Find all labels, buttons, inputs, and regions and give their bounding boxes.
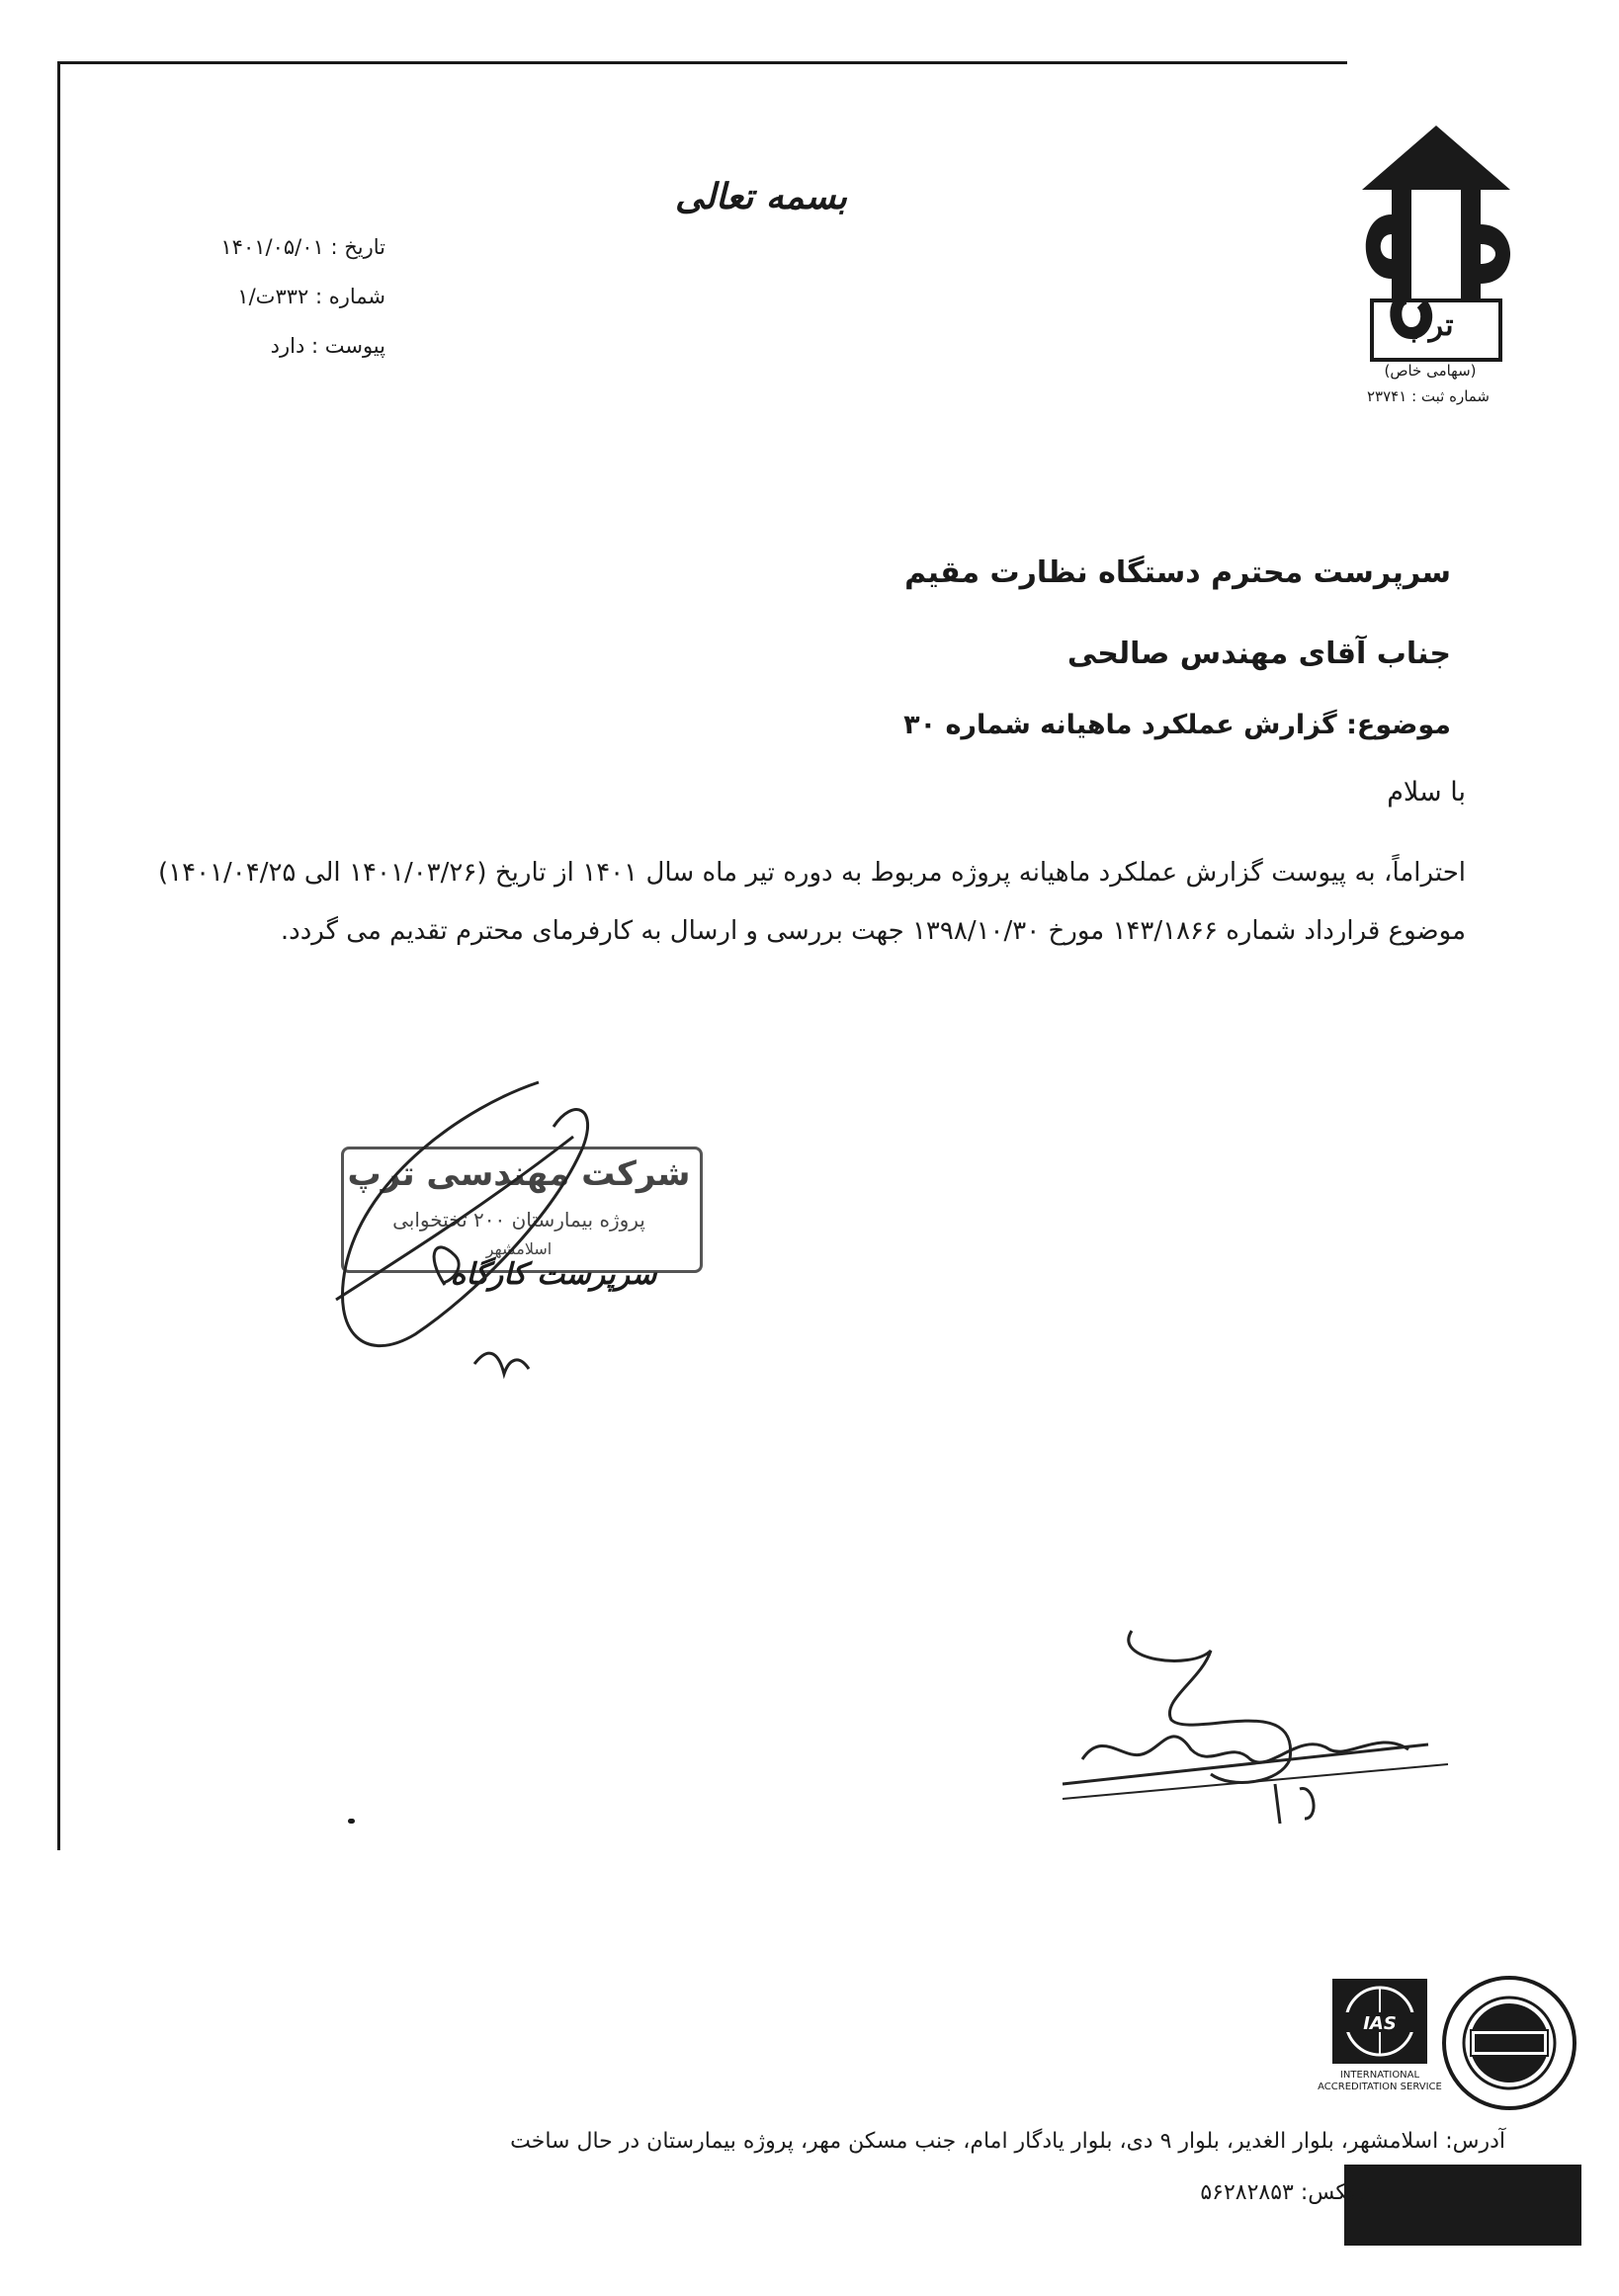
stamp-line-2: اسلامشهر [485, 1239, 553, 1258]
footer-address: آدرس: اسلامشهر، بلوار الغدیر، بلوار ۹ دی، بلوار یادگار امام، جنب مسکن مهر، پروژه بیمارستان در حال ساخت [510, 2129, 1505, 2154]
stamp-title: شرکت مهندسی ترپ [347, 1154, 691, 1194]
logo-subtitle: (سهامی خاص) [1384, 362, 1477, 380]
stamp-caption: سرپرست کارگاه [450, 1257, 657, 1292]
svg-text:IAS: IAS [1363, 2013, 1397, 2034]
letter-attachment: پیوست : دارد [270, 334, 385, 358]
letter-body: احتراماً، به پیوست گزارش عملکرد ماهیانه پروژه مربوط به دوره تیر ماه سال ۱۴۰۱ از تاریخ (۱۴۰۱/۰۳/۲۶ الی ۱۴۰۱/۰۴/۲۵) موضوع قرارداد شماره ۱۴۳/۱۸۶۶ مورخ ۱۳۹۸/۱۰/۳۰ جهت بررسی و ارسال به کارفرمای محترم تقدیم می گردد. [158, 858, 1466, 946]
frame-top-line [57, 61, 1347, 64]
certified-seal-icon [1441, 1975, 1577, 2111]
registration-number: شماره ثبت : ۲۳۷۴۱ [1367, 387, 1490, 405]
ias-logo-icon [1330, 1977, 1429, 2066]
frame-left-line [57, 61, 60, 1850]
ink-dot [348, 1819, 355, 1824]
greeting: با سلام [1387, 777, 1466, 808]
recipient-line-1: سرپرست محترم دستگاه نظارت مقیم [904, 555, 1451, 590]
signature-2-icon [1053, 1611, 1468, 1838]
letter-number: شماره : ۳۳۲ت/۱ [237, 285, 385, 308]
recipient-line-2: جناب آقای مهندس صالحی [1066, 637, 1451, 671]
letter-heading: بسمه تعالی [674, 176, 848, 217]
stamp-line-1: پروژه بیمارستان ۲۰۰ تختخوابی [392, 1208, 645, 1232]
letter-subject: موضوع: گزارش عملکرد ماهیانه شماره ۳۰ [903, 710, 1451, 740]
logo-name: ترپ [1401, 308, 1454, 343]
footer-phone: تلفکس: ۵۶۲۸۲۸۵۳ [1200, 2180, 1372, 2205]
signature-1-icon [326, 1067, 741, 1423]
footer-black-block [1344, 2165, 1581, 2246]
ias-caption: INTERNATIONAL ACCREDITATION SERVICE [1318, 2070, 1442, 2092]
letter-date: تاریخ : ۱۴۰۱/۰۵/۰۱ [220, 235, 385, 259]
